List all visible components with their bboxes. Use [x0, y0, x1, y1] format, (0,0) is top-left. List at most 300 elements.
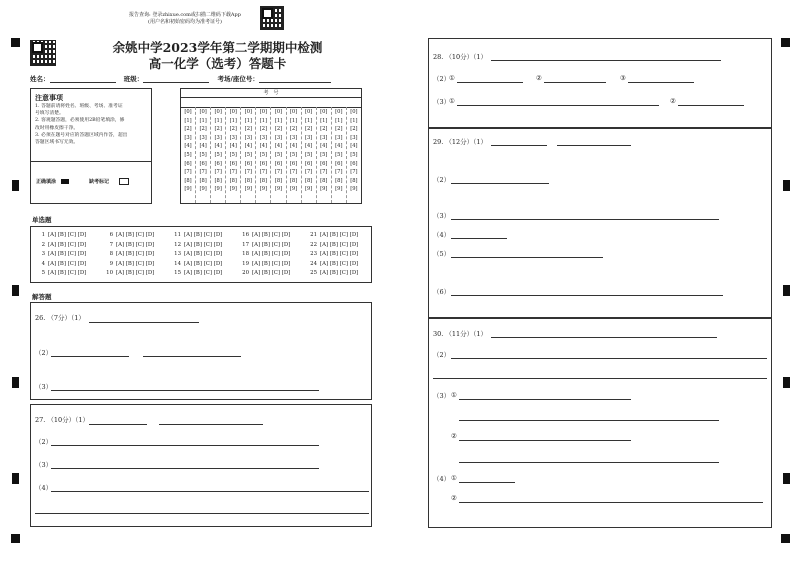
corner-mark	[781, 38, 790, 47]
exam-digit-bubble[interactable]: [4]	[229, 143, 237, 150]
correct-fill-label: 正确填涂	[36, 179, 57, 185]
absent-mark-box[interactable]	[119, 178, 129, 185]
exam-digit-bubble[interactable]: [2]	[335, 126, 343, 133]
q28-3-label: （3）	[433, 98, 451, 106]
absent-mark-example	[89, 178, 129, 185]
q30-4a-blank[interactable]	[459, 482, 515, 483]
exam-digit-bubble[interactable]: [9]	[199, 186, 207, 193]
mc-question-number: 8	[109, 251, 113, 257]
corner-mark	[11, 534, 20, 543]
timing-mark	[783, 285, 790, 296]
q30-4-c2: ②	[451, 494, 457, 502]
mc-question-row	[241, 251, 290, 257]
correct-fill-example	[36, 178, 69, 185]
exam-digit-bubble[interactable]: [6]	[214, 160, 222, 167]
q29-6-blank[interactable]	[451, 295, 723, 296]
report-notice-sub: (用户名和初始密码均为准考证号)	[148, 19, 222, 25]
q30-2a-blank[interactable]	[451, 358, 767, 359]
q26-3-label: （3）	[35, 383, 53, 391]
mc-question-number: 2	[41, 241, 45, 248]
exam-digit-bubble[interactable]: [3]	[289, 134, 298, 141]
q26-2b-blank[interactable]	[143, 356, 241, 357]
exam-digit-bubble[interactable]: [8]	[214, 177, 222, 184]
absent-mark-label: 缺考标记	[89, 179, 110, 185]
q27-label: 27. （10分）（1）	[35, 416, 90, 424]
exam-digit-bubble[interactable]: [7]	[304, 169, 313, 176]
exam-number-column	[287, 107, 302, 203]
q28-2-c3: ③	[620, 74, 626, 82]
exam-digit-bubble[interactable]: [9]	[320, 186, 328, 193]
corner-mark	[781, 534, 790, 543]
exam-digit-bubble[interactable]: [5]	[259, 151, 268, 158]
q26-1-blank[interactable]	[89, 322, 199, 323]
exam-digit-bubble[interactable]: [2]	[244, 126, 253, 133]
q30-3c-blank[interactable]	[459, 440, 631, 441]
mc-option-bubbles[interactable]: [A] [B] [C] [D]	[48, 270, 87, 276]
exam-digit-bubble[interactable]: [6]	[244, 160, 253, 167]
exam-digit-bubble[interactable]: [1]	[289, 117, 298, 124]
mc-question-number: 12	[174, 241, 181, 248]
exam-digit-bubble[interactable]: [1]	[229, 117, 237, 124]
exam-digit-bubble[interactable]: [0]	[259, 109, 268, 115]
q30-4-label: （4）	[433, 475, 451, 483]
mc-option-bubbles[interactable]: [A] [B] [C] [D]	[320, 241, 359, 248]
mc-question-number: 24	[310, 260, 317, 267]
exam-digit-bubble[interactable]: [4]	[335, 143, 343, 150]
mc-option-bubbles[interactable]: [A] [B] [C] [D]	[184, 270, 223, 276]
exam-digit-bubble[interactable]: [0]	[289, 109, 298, 115]
q30-3-c2: ②	[451, 432, 457, 440]
mc-option-bubbles[interactable]: [A] [B] [C] [D]	[48, 232, 87, 238]
mc-question-number: 5	[41, 270, 45, 276]
exam-digit-bubble[interactable]: [6]	[289, 160, 298, 167]
mc-question-number: 13	[174, 251, 181, 257]
timing-mark	[12, 180, 19, 191]
mc-question-row	[37, 261, 86, 267]
mc-option-bubbles[interactable]: [A] [B] [C] [D]	[320, 251, 359, 257]
q30-2b-blank[interactable]	[433, 378, 767, 379]
mc-heading: 单选题	[32, 216, 52, 224]
exam-digit-bubble[interactable]: [0]	[199, 109, 207, 115]
name-label: 姓名：	[30, 75, 50, 83]
mc-question-row	[309, 270, 358, 276]
exam-digit-bubble[interactable]: [1]	[244, 117, 253, 124]
q30-4b-blank[interactable]	[459, 502, 763, 503]
q28-3a-blank[interactable]	[457, 105, 659, 106]
exam-digit-bubble[interactable]: [7]	[184, 169, 192, 176]
exam-digit-bubble[interactable]: [5]	[199, 151, 207, 158]
seat-field[interactable]	[259, 82, 331, 83]
q29-6-label: （6）	[433, 288, 451, 296]
exam-digit-bubble[interactable]: [1]	[274, 117, 283, 124]
mc-option-bubbles[interactable]: [A] [B] [C] [D]	[252, 260, 291, 267]
exam-digit-bubble[interactable]: [6]	[199, 160, 207, 167]
mc-question-row	[105, 242, 154, 248]
exam-digit-bubble[interactable]: [4]	[259, 143, 268, 150]
q29-5-label: （5）	[433, 250, 451, 258]
exam-digit-bubble[interactable]: [3]	[214, 134, 222, 141]
exam-digit-bubble[interactable]: [7]	[244, 169, 253, 176]
notes-line: 号填写清楚。	[35, 111, 64, 117]
exam-digit-bubble[interactable]: [4]	[214, 143, 222, 150]
exam-digit-bubble[interactable]: [3]	[229, 134, 237, 141]
mc-question-row	[309, 242, 358, 248]
q28-2-c1: ①	[449, 74, 455, 82]
mc-question-number: 1	[41, 232, 45, 238]
exam-number-column	[302, 107, 317, 203]
mc-question-number: 7	[109, 241, 113, 248]
q28-label: 28. （10分）（1）	[433, 53, 488, 61]
mc-question-row	[105, 261, 154, 267]
exam-number-column	[241, 107, 256, 203]
exam-digit-bubble[interactable]: [3]	[350, 134, 358, 141]
exam-number-column	[332, 107, 347, 203]
mc-question-row	[241, 261, 290, 267]
class-label: 班级：	[123, 75, 144, 83]
q29-2-blank[interactable]	[451, 183, 549, 184]
exam-digit-bubble[interactable]: [2]	[259, 126, 268, 133]
q26-2-label: （2）	[35, 349, 53, 357]
mc-question-number: 19	[242, 260, 249, 267]
exam-digit-bubble[interactable]: [5]	[214, 151, 222, 158]
exam-digit-bubble[interactable]: [5]	[229, 151, 237, 158]
filled-box-icon	[61, 179, 69, 184]
mc-option-bubbles[interactable]: [A] [B] [C] [D]	[252, 251, 291, 257]
essay-heading: 解答题	[32, 293, 52, 301]
q28-2-label: （2）	[433, 75, 451, 83]
q30-3-label: （3）	[433, 392, 451, 400]
q29-2-label: （2）	[433, 176, 451, 184]
exam-digit-bubble[interactable]: [6]	[335, 160, 343, 167]
exam-digit-bubble[interactable]: [5]	[274, 151, 283, 158]
notes-line: 1. 答题前请将姓名、班级、考场、准考证	[35, 104, 123, 109]
exam-digit-bubble[interactable]: [2]	[184, 126, 192, 133]
exam-digit-bubble[interactable]: [2]	[274, 126, 283, 133]
qr-code-top	[260, 6, 284, 30]
exam-digit-bubble[interactable]: [8]	[184, 177, 192, 184]
exam-digit-bubble[interactable]: [0]	[350, 109, 358, 115]
q27-1a-blank[interactable]	[89, 424, 147, 425]
exam-digit-bubble[interactable]: [5]	[335, 151, 343, 158]
mc-question-row	[241, 270, 290, 276]
exam-digit-bubble[interactable]: [1]	[335, 117, 343, 124]
q27-3-blank[interactable]	[51, 468, 319, 469]
mc-option-bubbles[interactable]: [A] [B] [C] [D]	[116, 232, 155, 238]
mc-option-bubbles[interactable]: [A] [B] [C] [D]	[48, 241, 87, 248]
mc-question-row	[309, 232, 358, 238]
exam-digit-bubble[interactable]: [9]	[214, 186, 222, 193]
mc-answer-box	[30, 226, 372, 283]
mc-question-number: 11	[174, 232, 181, 238]
exam-digit-bubble[interactable]: [9]	[244, 186, 253, 193]
mc-question-number: 14	[174, 260, 181, 267]
exam-digit-bubble[interactable]: [9]	[229, 186, 237, 193]
exam-digit-bubble[interactable]: [9]	[274, 186, 283, 193]
exam-digit-bubble[interactable]: [4]	[244, 143, 253, 150]
exam-digit-bubble[interactable]: [9]	[335, 186, 343, 193]
exam-digit-bubble[interactable]: [6]	[259, 160, 268, 167]
exam-digit-bubble[interactable]: [7]	[350, 169, 358, 176]
name-field[interactable]	[50, 82, 116, 83]
exam-digit-bubble[interactable]: [4]	[274, 143, 283, 150]
exam-digit-bubble[interactable]: [6]	[274, 160, 283, 167]
exam-digit-bubble[interactable]: [2]	[304, 126, 313, 133]
exam-digit-bubble[interactable]: [8]	[350, 177, 358, 184]
q30-3a-blank[interactable]	[459, 399, 631, 400]
mc-question-number: 25	[310, 270, 317, 276]
q28-3b-blank[interactable]	[678, 105, 744, 106]
exam-digit-bubble[interactable]: [3]	[274, 134, 283, 141]
exam-digit-bubble[interactable]: [7]	[199, 169, 207, 176]
q29-5-blank[interactable]	[451, 257, 603, 258]
exam-digit-bubble[interactable]: [2]	[289, 126, 298, 133]
mc-question-row	[105, 251, 154, 257]
report-notice	[115, 12, 255, 26]
exam-number-column	[226, 107, 241, 203]
mc-question-row	[37, 232, 86, 238]
q28-2c-blank[interactable]	[628, 82, 694, 83]
mc-option-bubbles[interactable]: [A] [B] [C] [D]	[184, 251, 223, 257]
mc-question-number: 18	[242, 251, 249, 257]
exam-digit-bubble[interactable]: [1]	[320, 117, 328, 124]
q29-1a-blank[interactable]	[491, 145, 547, 146]
exam-digit-bubble[interactable]: [5]	[304, 151, 313, 158]
q27-2-blank[interactable]	[51, 445, 319, 446]
exam-digit-bubble[interactable]: [8]	[259, 177, 268, 184]
q28-answer-box	[428, 38, 772, 128]
q28-1-blank[interactable]	[491, 60, 721, 61]
exam-digit-bubble[interactable]: [8]	[244, 177, 253, 184]
exam-digit-bubble[interactable]: [8]	[335, 177, 343, 184]
mc-question-row	[173, 270, 222, 276]
exam-digit-bubble[interactable]: [7]	[289, 169, 298, 176]
exam-digit-bubble[interactable]: [1]	[184, 117, 192, 124]
exam-digit-bubble[interactable]: [5]	[289, 151, 298, 158]
mc-question-row	[37, 270, 86, 276]
timing-mark	[12, 285, 19, 296]
q29-3-label: （3）	[433, 212, 451, 220]
notes-heading: 注意事项	[35, 93, 63, 102]
exam-digit-bubble[interactable]: [7]	[335, 169, 343, 176]
exam-digit-bubble[interactable]: [2]	[214, 126, 222, 133]
mc-option-bubbles[interactable]: [A] [B] [C] [D]	[320, 270, 359, 276]
exam-digit-bubble[interactable]: [0]	[229, 109, 237, 115]
q26-3-blank[interactable]	[51, 390, 319, 391]
q27-1b-blank[interactable]	[159, 424, 263, 425]
exam-number-column	[211, 107, 226, 203]
exam-digit-bubble[interactable]: [0]	[244, 109, 253, 115]
timing-mark	[783, 473, 790, 484]
mc-question-row	[37, 251, 86, 257]
exam-digit-bubble[interactable]: [3]	[184, 134, 192, 141]
q28-2-c2: ②	[536, 74, 542, 82]
exam-digit-bubble[interactable]: [3]	[259, 134, 268, 141]
q28-3-c1: ①	[449, 97, 455, 105]
exam-digit-bubble[interactable]: [6]	[229, 160, 237, 167]
exam-digit-bubble[interactable]: [1]	[350, 117, 358, 124]
q30-answer-box	[428, 318, 772, 528]
exam-number-column	[347, 107, 361, 203]
exam-digit-bubble[interactable]: [0]	[214, 109, 222, 115]
mc-option-bubbles[interactable]: [A] [B] [C] [D]	[252, 241, 291, 248]
mc-option-bubbles[interactable]: [A] [B] [C] [D]	[48, 251, 87, 257]
q27-answer-box	[30, 404, 372, 527]
exam-digit-bubble[interactable]: [9]	[350, 186, 358, 193]
q27-4a-blank[interactable]	[51, 491, 369, 492]
exam-digit-bubble[interactable]: [1]	[214, 117, 222, 124]
exam-digit-bubble[interactable]: [7]	[274, 169, 283, 176]
q29-4-blank[interactable]	[451, 238, 507, 239]
q26-answer-box	[30, 302, 372, 400]
exam-digit-bubble[interactable]: [9]	[259, 186, 268, 193]
corner-mark	[11, 38, 20, 47]
mc-question-row	[241, 232, 290, 238]
seat-label: 考场/座位号：	[217, 75, 259, 83]
exam-digit-bubble[interactable]: [3]	[244, 134, 253, 141]
q28-3-c2: ②	[670, 97, 676, 105]
exam-digit-bubble[interactable]: [1]	[199, 117, 207, 124]
exam-digit-bubble[interactable]: [4]	[320, 143, 328, 150]
exam-digit-bubble[interactable]: [4]	[199, 143, 207, 150]
exam-digit-bubble[interactable]: [8]	[320, 177, 328, 184]
exam-digit-bubble[interactable]: [9]	[184, 186, 192, 193]
mc-option-bubbles[interactable]: [A] [B] [C] [D]	[184, 241, 223, 248]
q27-4b-blank[interactable]	[35, 513, 369, 514]
exam-digit-bubble[interactable]: [5]	[350, 151, 358, 158]
mc-question-row	[173, 251, 222, 257]
exam-digit-bubble[interactable]: [1]	[259, 117, 268, 124]
exam-digit-bubble[interactable]: [7]	[320, 169, 328, 176]
notes-line: 3. 必须在题号对应的答题区域内作答，超出	[35, 132, 128, 138]
exam-digit-bubble[interactable]: [4]	[184, 143, 192, 150]
exam-digit-bubble[interactable]: [2]	[229, 126, 237, 133]
mc-question-number: 22	[310, 241, 317, 248]
exam-digit-bubble[interactable]: [3]	[320, 134, 328, 141]
exam-number-grid	[180, 88, 362, 204]
exam-digit-bubble[interactable]: [6]	[184, 160, 192, 167]
mc-option-bubbles[interactable]: [A] [B] [C] [D]	[116, 251, 155, 257]
exam-digit-bubble[interactable]: [0]	[335, 109, 343, 115]
exam-digit-bubble[interactable]: [9]	[289, 186, 298, 193]
exam-digit-bubble[interactable]: [0]	[320, 109, 328, 115]
exam-digit-bubble[interactable]: [0]	[184, 109, 192, 115]
timing-mark	[783, 180, 790, 191]
q29-1b-blank[interactable]	[557, 145, 631, 146]
exam-digit-bubble[interactable]: [4]	[289, 143, 298, 150]
mc-option-bubbles[interactable]: [A] [B] [C] [D]	[116, 241, 155, 248]
notes-line: 答题区域书写无效。	[35, 140, 79, 146]
qr-code-left	[30, 40, 56, 66]
mc-option-bubbles[interactable]: [A] [B] [C] [D]	[184, 232, 223, 238]
q30-3d-blank[interactable]	[459, 462, 719, 463]
q29-label: 29. （12分）（1）	[433, 138, 488, 146]
q30-2-label: （2）	[433, 351, 451, 359]
q30-label: 30. （11分）（1）	[433, 330, 488, 338]
exam-digit-bubble[interactable]: [0]	[304, 109, 313, 115]
exam-digit-bubble[interactable]: [7]	[259, 169, 268, 176]
mc-question-number: 17	[242, 241, 249, 248]
exam-digit-bubble[interactable]: [3]	[199, 134, 207, 141]
exam-number-column	[181, 107, 196, 203]
mc-question-row	[173, 232, 222, 238]
exam-digit-bubble[interactable]: [7]	[229, 169, 237, 176]
q27-2-label: （2）	[35, 438, 53, 446]
exam-digit-bubble[interactable]: [3]	[304, 134, 313, 141]
exam-digit-bubble[interactable]: [0]	[274, 109, 283, 115]
mc-option-bubbles[interactable]: [A] [B] [C] [D]	[320, 260, 359, 267]
exam-digit-bubble[interactable]: [1]	[304, 117, 313, 124]
mc-question-row	[309, 251, 358, 257]
mc-question-row	[105, 232, 154, 238]
exam-digit-bubble[interactable]: [5]	[184, 151, 192, 158]
mc-option-bubbles[interactable]: [A] [B] [C] [D]	[252, 232, 291, 238]
q26-label: 26. （7分）（1）	[35, 314, 85, 322]
mc-question-row	[241, 242, 290, 248]
notes-box	[30, 88, 152, 204]
q28-2a-blank[interactable]	[457, 82, 523, 83]
exam-digit-bubble[interactable]: [8]	[289, 177, 298, 184]
page-title: 余姚中学2023学年第二学期期中检测	[112, 40, 323, 55]
mc-option-bubbles[interactable]: [A] [B] [C] [D]	[116, 260, 155, 267]
exam-digit-bubble[interactable]: [8]	[199, 177, 207, 184]
mc-option-bubbles[interactable]: [A] [B] [C] [D]	[116, 270, 155, 276]
exam-digit-bubble[interactable]: [3]	[335, 134, 343, 141]
q30-3b-blank[interactable]	[459, 420, 719, 421]
exam-digit-bubble[interactable]: [8]	[274, 177, 283, 184]
exam-digit-bubble[interactable]: [4]	[304, 143, 313, 150]
exam-digit-bubble[interactable]: [6]	[350, 160, 358, 167]
exam-digit-bubble[interactable]: [2]	[199, 126, 207, 133]
mc-question-row	[173, 242, 222, 248]
exam-digit-bubble[interactable]: [8]	[304, 177, 313, 184]
q30-4-c1: ①	[451, 474, 457, 482]
mc-question-number: 3	[41, 251, 45, 257]
mc-question-row	[173, 261, 222, 267]
exam-digit-bubble[interactable]: [5]	[244, 151, 253, 158]
mc-option-bubbles[interactable]: [A] [B] [C] [D]	[252, 270, 291, 276]
exam-digit-bubble[interactable]: [2]	[350, 126, 358, 133]
exam-digit-bubble[interactable]: [5]	[320, 151, 328, 158]
mc-question-number: 6	[109, 232, 113, 238]
exam-digit-bubble[interactable]: [9]	[304, 186, 313, 193]
exam-digit-bubble[interactable]: [7]	[214, 169, 222, 176]
mc-question-row	[105, 270, 154, 276]
q28-2b-blank[interactable]	[544, 82, 606, 83]
timing-mark	[783, 377, 790, 388]
mc-question-number: 9	[109, 260, 113, 267]
mc-question-number: 23	[310, 251, 317, 257]
q30-1-blank[interactable]	[491, 337, 717, 338]
exam-digit-bubble[interactable]: [8]	[229, 177, 237, 184]
class-field[interactable]	[143, 82, 209, 83]
mc-question-number: 15	[174, 270, 181, 276]
q27-4-label: （4）	[35, 484, 53, 492]
mc-option-bubbles[interactable]: [A] [B] [C] [D]	[320, 232, 359, 238]
q29-4-label: （4）	[433, 231, 451, 239]
exam-digit-bubble[interactable]: [2]	[320, 126, 328, 133]
mc-question-row	[309, 261, 358, 267]
exam-digit-bubble[interactable]: [6]	[320, 160, 328, 167]
exam-digit-bubble[interactable]: [6]	[304, 160, 313, 167]
mc-question-number: 21	[310, 232, 317, 238]
q26-2a-blank[interactable]	[51, 356, 129, 357]
exam-digit-bubble[interactable]: [4]	[350, 143, 358, 150]
mc-option-bubbles[interactable]: [A] [B] [C] [D]	[48, 260, 87, 267]
q29-answer-box	[428, 128, 772, 318]
q29-3-blank[interactable]	[451, 219, 719, 220]
timing-mark	[12, 377, 19, 388]
mc-option-bubbles[interactable]: [A] [B] [C] [D]	[184, 260, 223, 267]
